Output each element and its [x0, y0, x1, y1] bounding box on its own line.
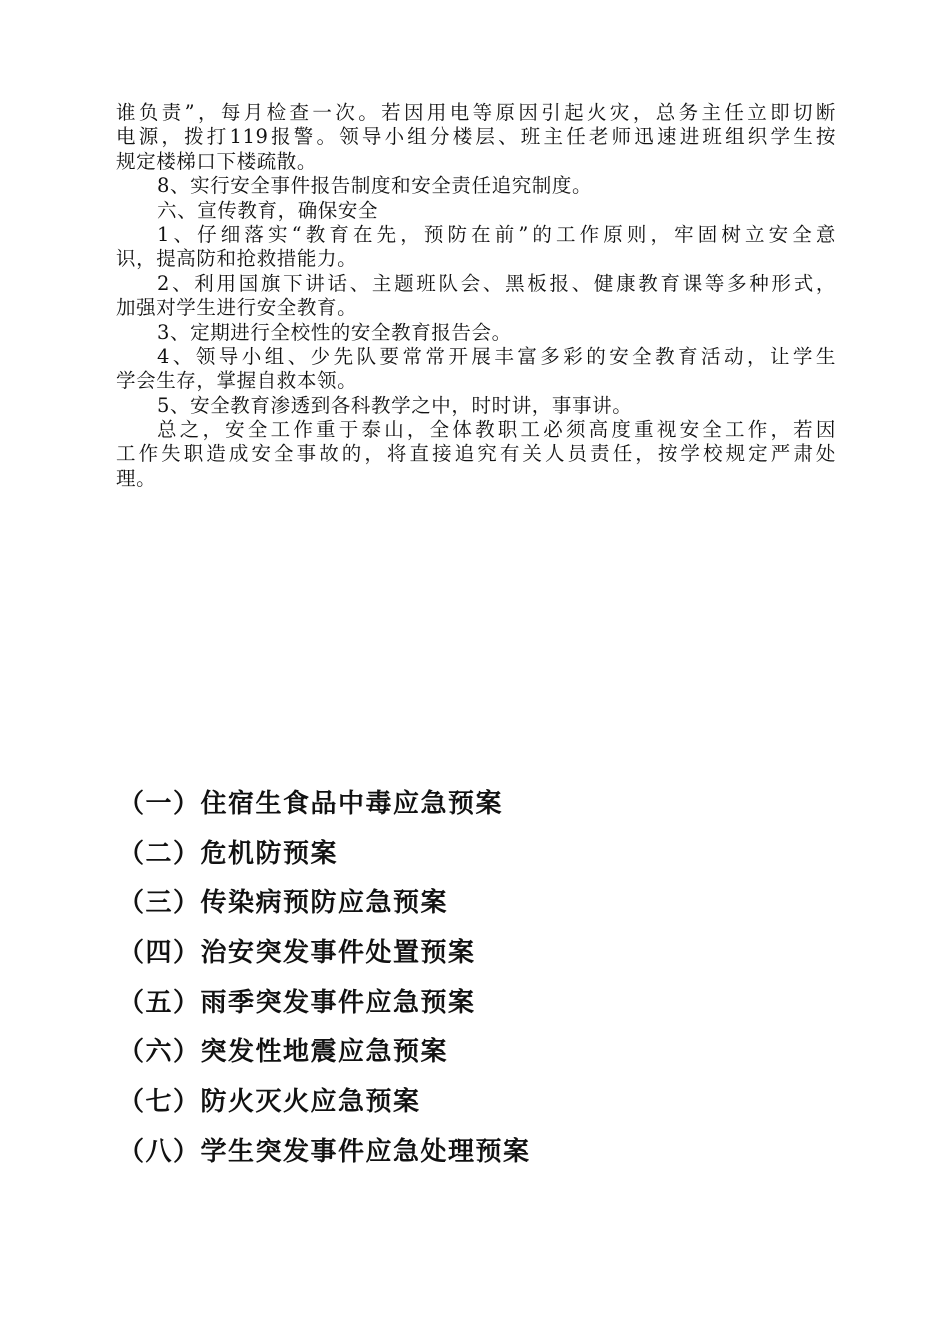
plan-list-item: （四）治安突发事件处置预案 — [118, 938, 476, 969]
body-line: 工作失职造成安全事故的，将直接追究有关人员责任，按学校规定严肃处 — [116, 442, 836, 466]
plan-list — [118, 780, 818, 1178]
body-line: 4、领导小组、少先队要常常开展丰富多彩的安全教育活动，让学生 — [157, 344, 836, 368]
body-line: 总之，安全工作重于泰山，全体教职工必须高度重视安全工作，若因 — [157, 418, 836, 442]
body-line: 3、定期进行全校性的安全教育报告会。 — [157, 320, 512, 344]
body-line: 2、利用国旗下讲话、主题班队会、黑板报、健康教育课等多种形式， — [157, 271, 836, 295]
plan-list-item: （一）住宿生食品中毒应急预案 — [118, 789, 504, 819]
body-line: 规定楼梯口下楼疏散。 — [116, 149, 318, 173]
plan-list-item: （五）雨季突发事件应急预案 — [118, 987, 476, 1018]
plan-list-item: （七）防火灭火应急预案 — [118, 1087, 421, 1118]
body-line: 8、实行安全事件报告制度和安全责任追究制度。 — [157, 174, 593, 198]
body-line: 理。 — [116, 466, 157, 490]
body-line: 学会生存，掌握自救本领。 — [116, 369, 358, 393]
section-heading: 六、宣传教育，确保安全 — [157, 198, 379, 222]
body-line: 1、仔细落实“教育在先，预防在前”的工作原则，牢固树立安全意 — [157, 222, 836, 246]
body-text — [116, 101, 836, 491]
body-line: 电源，拨打119报警。领导小组分楼层、班主任老师迅速进班组织学生按 — [116, 125, 836, 149]
body-line: 谁负责”，每月检查一次。若因用电等原因引起火灾，总务主任立即切断 — [116, 101, 836, 124]
plan-list-item: （六）突发性地震应急预案 — [118, 1037, 449, 1068]
body-line: 加强对学生进行安全教育。 — [116, 296, 358, 320]
plan-list-item: （二）危机防预案 — [118, 838, 339, 869]
plan-list-item: （八）学生突发事件应急处理预案 — [118, 1136, 531, 1167]
body-line: 5、安全教育渗透到各科教学之中，时时讲，事事讲。 — [157, 393, 633, 417]
body-line: 识，提高防和抢救措能力。 — [116, 247, 358, 271]
plan-list-item: （三）传染病预防应急预案 — [118, 888, 449, 919]
